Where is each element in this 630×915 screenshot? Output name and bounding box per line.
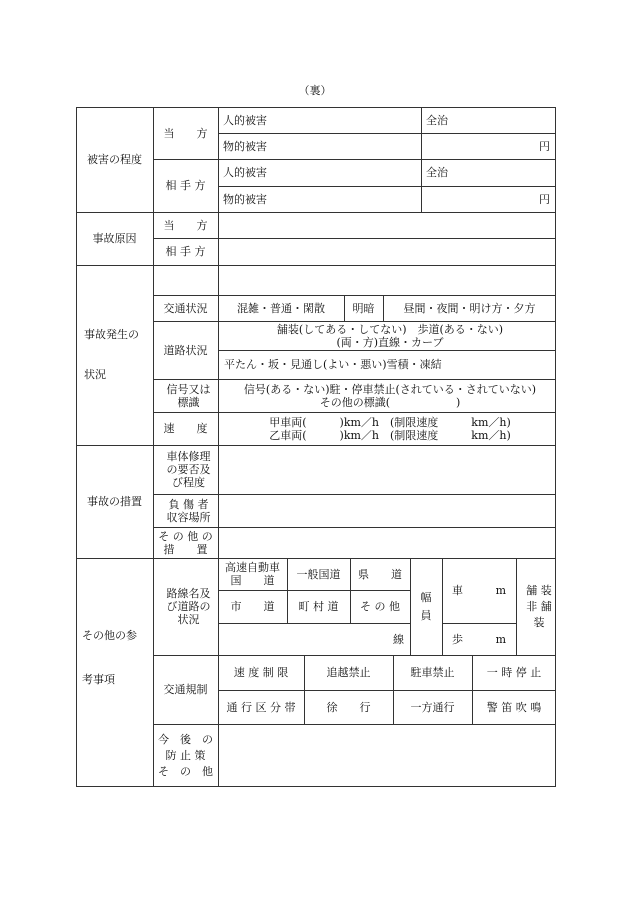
- slow-label: 徐 行: [326, 700, 371, 714]
- prefectural-road-label: 県 道: [358, 567, 402, 581]
- one-way-label: 一方通行: [410, 700, 455, 714]
- repair-label-line3: び程度: [172, 476, 205, 489]
- signal-line2: その他の標識( ): [319, 395, 461, 409]
- repair-label: [153, 445, 218, 494]
- cause-section-title: 事故原因: [92, 232, 137, 245]
- prevention-line3: そ の 他: [158, 764, 213, 778]
- other-measures-label: [153, 527, 218, 558]
- other-road-label: そ の 他: [360, 600, 400, 613]
- municipal-road-label: 市 道: [230, 600, 275, 613]
- injured-label: [153, 494, 218, 527]
- expressway-label: [218, 558, 287, 590]
- repair-label-line1: 車体修理: [166, 450, 211, 463]
- situation-section-title: [76, 265, 153, 445]
- light-label: 明暗: [352, 301, 375, 315]
- signal-line1: 信号(ある・ない)駐・停車禁止(されている・されていない): [243, 382, 537, 396]
- injured-label-line2: 収容場所: [166, 510, 211, 524]
- reference-section-title: [76, 558, 153, 787]
- repair-label-line2: の要否及: [166, 463, 211, 476]
- speed-line1: 甲車両( )km／h (制限速度 km／h): [269, 415, 511, 429]
- damage-self-label: 当 方: [163, 126, 208, 140]
- other-measures-line2: 措 置: [163, 542, 208, 556]
- national-road-label: 一般国道: [296, 567, 341, 581]
- damage-other-heal-label: 全治: [426, 166, 448, 179]
- damage-other-material-label: 物的被害: [223, 192, 267, 206]
- expressway-line1: 高速自動車: [225, 561, 280, 574]
- road-line3: 平たん・坂・見通し(よい・悪い)雪積・凍結: [224, 358, 442, 371]
- damage-other-human-label: 人的被害: [223, 166, 267, 179]
- other-measures-line1: そ の 他 の: [158, 529, 213, 543]
- speed-label: 速 度: [163, 422, 208, 435]
- signal-label-line2: 標識: [177, 395, 200, 409]
- signal-label: [153, 379, 218, 412]
- measures-section-title: 事故の措置: [87, 495, 142, 508]
- prevention-line2: 防 止 策: [165, 748, 206, 762]
- route-label-line2: び道路の: [166, 600, 211, 613]
- speed-line2: 乙車両( )km／h (制限速度 km／h): [269, 428, 511, 442]
- light-value: 昼間・夜間・明け方・夕方: [403, 301, 536, 315]
- pave-line1: 舗 装: [526, 583, 552, 597]
- cause-other-label: 相 手 方: [165, 245, 206, 258]
- damage-self-yen-label: 円: [539, 139, 550, 153]
- width-label: 幅員: [420, 590, 432, 622]
- lane-division-label: 通 行 区 分 帯: [226, 700, 296, 714]
- road-lines-top: [218, 321, 556, 350]
- regulation-label: 交通規制: [163, 683, 208, 696]
- speed-lines: [218, 412, 556, 445]
- car-label: 車: [452, 584, 463, 597]
- signal-lines: [218, 379, 556, 412]
- no-parking-label: 駐車禁止: [410, 666, 455, 679]
- route-label: [153, 558, 218, 655]
- damage-self-human-label: 人的被害: [223, 113, 267, 127]
- signal-label-line1: 信号又は: [166, 382, 211, 396]
- reference-title-line2: 考事項: [82, 672, 115, 686]
- speed-limit-label: 速 度 制 限: [233, 666, 289, 679]
- road-line1: 舗装(してある・してない) 歩道(ある・ない): [276, 322, 504, 336]
- route-label-line1: 路線名及: [166, 587, 211, 600]
- pave-line3: 装: [533, 615, 545, 629]
- damage-self-heal-label: 全治: [426, 113, 448, 127]
- situation-title-line2: 状況: [84, 368, 106, 381]
- accident-report-form-back: [76, 107, 556, 787]
- traffic-value: 混雑・普通・閑散: [237, 301, 325, 315]
- horn-label: 警 笛 吹 鳴: [486, 700, 542, 714]
- damage-other-label: 相 手 方: [165, 179, 206, 192]
- walk-meter-label: m: [495, 632, 506, 646]
- page-heading: （裏）: [298, 84, 332, 97]
- walk-label: 歩: [452, 632, 463, 646]
- line-label: 線: [393, 632, 404, 646]
- damage-section-title: 被害の程度: [87, 153, 142, 166]
- town-road-label: 町 村 道: [298, 600, 339, 613]
- injured-label-line1: 負 傷 者: [168, 497, 209, 511]
- reference-title-line1: その他の参: [82, 628, 137, 642]
- stop-label: 一 時 停 止: [486, 666, 542, 679]
- prevention-line1: 今 後 の: [158, 732, 213, 746]
- cause-self-label: 当 方: [163, 218, 208, 232]
- pave-label: [516, 558, 556, 655]
- traffic-label: 交通状況: [163, 301, 208, 315]
- situation-title-line1: 事故発生の: [84, 328, 139, 341]
- prevention-label: [153, 724, 218, 787]
- pave-line2: 非 舗: [526, 599, 552, 613]
- no-overtaking-label: 追越禁止: [326, 666, 371, 679]
- expressway-line2: 国 道: [230, 574, 275, 587]
- damage-other-yen-label: 円: [539, 192, 550, 206]
- route-label-line3: 状況: [177, 613, 200, 626]
- road-line2: (両・方)直線・カーブ: [336, 335, 444, 349]
- road-label: 道路状況: [163, 343, 208, 357]
- damage-self-material-label: 物的被害: [223, 139, 267, 153]
- car-meter-label: m: [495, 584, 506, 597]
